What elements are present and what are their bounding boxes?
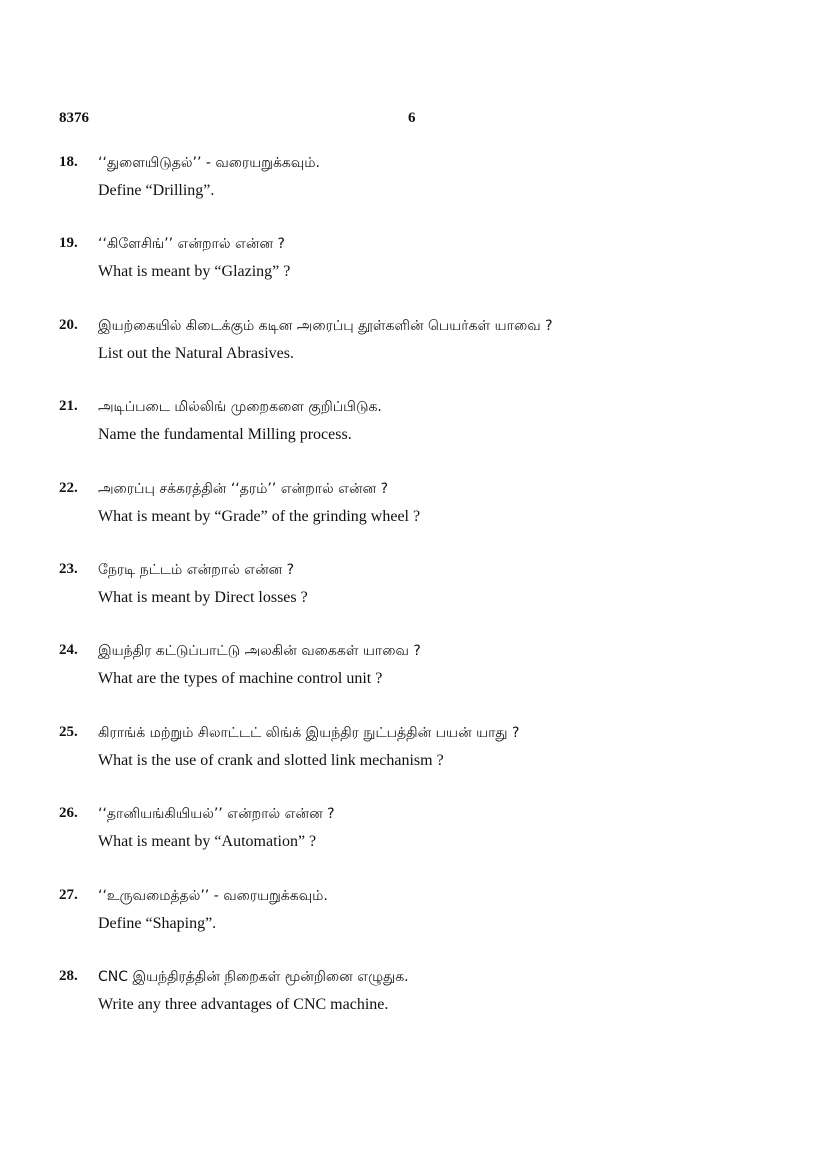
question-text-english: Define “Shaping”. <box>98 914 217 932</box>
question-number: 27. <box>59 886 78 903</box>
question-text-english: What is the use of crank and slotted link mechanism ? <box>98 751 444 769</box>
question-number: 28. <box>59 967 78 984</box>
question-text-tamil: ‘‘துளையிடுதல்’’ - வரையறுக்கவும். <box>98 155 320 171</box>
question-text-english: What are the types of machine control unit ? <box>98 670 383 688</box>
question-text-tamil: நேரடி நட்டம் என்றால் என்ன ? <box>98 561 295 578</box>
question-text-english: What is meant by “Automation” ? <box>98 833 317 851</box>
question-item <box>59 235 759 316</box>
question-item <box>59 887 759 968</box>
question-number: 22. <box>59 479 78 496</box>
question-number: 24. <box>59 642 78 659</box>
question-number: 19. <box>59 235 78 252</box>
question-item <box>59 805 759 886</box>
question-text-tamil: ‘‘தானியங்கியியல்’’ என்றால் என்ன ? <box>98 806 335 823</box>
question-text-tamil: CNC இயந்திரத்தின் நிறைகள் மூன்றினை எழுதுக. <box>98 968 409 985</box>
question-item <box>59 317 759 398</box>
question-number: 21. <box>59 398 78 415</box>
question-item <box>59 968 759 1049</box>
question-text-tamil: அரைப்பு சக்கரத்தின் ‘‘தரம்’’ என்றால் என்ன ? <box>98 480 389 497</box>
question-item <box>59 398 759 479</box>
page-header <box>59 110 419 130</box>
question-item <box>59 724 759 805</box>
question-number: 26. <box>59 805 78 822</box>
question-text-english: What is meant by Direct losses ? <box>98 588 308 606</box>
question-text-tamil: இயந்திர கட்டுப்பாட்டு அலகின் வகைகள் யாவை ? <box>98 643 421 660</box>
question-text-tamil: அடிப்படை மில்லிங் முறைகளை குறிப்பிடுக. <box>98 399 382 416</box>
question-number: 25. <box>59 723 78 740</box>
page-number: 6 <box>408 110 416 126</box>
question-text-tamil: ‘‘உருவமைத்தல்’’ - வரையறுக்கவும். <box>98 887 328 904</box>
question-list <box>59 154 759 1049</box>
question-text-english: What is meant by “Glazing” ? <box>98 263 291 281</box>
question-text-tamil: ‘‘கிளேசிங்’’ என்றால் என்ன ? <box>98 236 285 253</box>
question-number: 20. <box>59 316 78 333</box>
question-item <box>59 561 759 642</box>
question-text-tamil: இயற்கையில் கிடைக்கும் கடின அரைப்பு தூள்களின் பெயர்கள் யாவை ? <box>98 317 553 334</box>
question-text-english: List out the Natural Abrasives. <box>98 344 294 362</box>
question-text-english: Write any three advantages of CNC machine. <box>98 995 389 1013</box>
question-item <box>59 642 759 723</box>
question-text-english: What is meant by “Grade” of the grinding wheel ? <box>98 507 421 525</box>
question-number: 18. <box>59 154 78 170</box>
paper-code: 8376 <box>59 110 89 126</box>
question-text-tamil: கிராங்க் மற்றும் சிலாட்டட் லிங்க் இயந்திர நுட்பத்தின் பயன் யாது ? <box>98 724 520 741</box>
question-text-english: Define “Drilling”. <box>98 182 215 199</box>
question-item <box>59 154 759 235</box>
question-number: 23. <box>59 560 78 577</box>
question-text-english: Name the fundamental Milling process. <box>98 426 352 444</box>
question-item <box>59 480 759 561</box>
